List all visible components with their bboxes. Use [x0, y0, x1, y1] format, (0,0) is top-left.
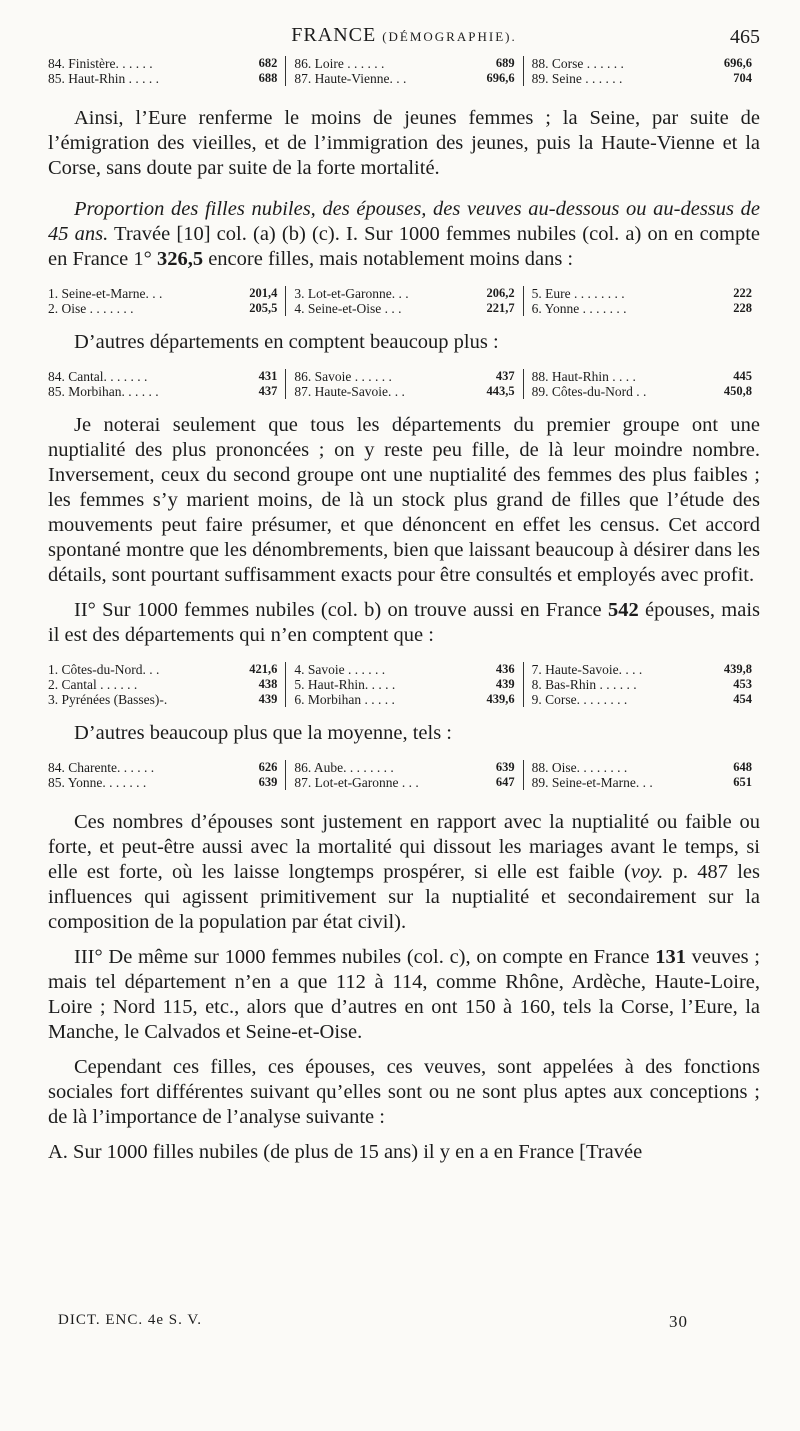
paragraph-6: D’autres beaucoup plus que la moyenne, tels : [74, 722, 452, 744]
table-row [294, 56, 514, 71]
department-value: 436 [495, 662, 515, 676]
department-value: 450,8 [723, 384, 752, 398]
department-value: 438 [258, 677, 278, 691]
department-value: 454 [733, 692, 752, 706]
department-value: 439 [495, 677, 515, 691]
table-row [48, 677, 277, 692]
department-value: 439,6 [486, 692, 515, 706]
department-label: 1. Côtes-du-Nord. . . [48, 662, 160, 677]
paragraph-2: Proportion des filles nubiles, des épouses, des veuves au-dessous ou au-dessus de 45 ans. Travée [10] col. (a) (b) (c). I. Sur 1000 femmes nubiles (col. a) on en compte en France 1° 326,5 encore filles, mais notablement moins dans : [48, 198, 761, 270]
table-row [48, 775, 277, 790]
table-row [294, 369, 514, 384]
table-row [48, 369, 277, 384]
table-column [48, 662, 285, 707]
table-column [523, 56, 760, 86]
department-value: 443,5 [486, 384, 515, 398]
table-row [48, 286, 277, 301]
table-column [285, 662, 522, 707]
table-row [294, 677, 514, 692]
paragraph-3: D’autres départements en comptent beaucoup plus : [74, 331, 499, 353]
department-label: 84. Cantal. . . . . . . [48, 369, 148, 384]
department-value: 221,7 [486, 301, 515, 315]
table-row [532, 286, 752, 301]
table-row [48, 301, 277, 316]
table-row [294, 286, 514, 301]
department-value: 421,6 [249, 662, 278, 676]
table-row [294, 692, 514, 707]
department-value: 437 [258, 384, 278, 398]
department-label: 8. Bas-Rhin . . . . . . [531, 677, 637, 692]
table-row [532, 384, 752, 399]
department-label: 88. Oise. . . . . . . . [531, 760, 628, 775]
paragraph-1: Ainsi, l’Eure renferme le moins de jeunes femmes ; la Seine, par suite de l’émigration des vieilles, et de l’immigration des jeunes, puis la Haute-Vienne et la Corse, sans doute par suite de la forte mortalité. [48, 107, 760, 179]
table-row [294, 301, 514, 316]
table-row [532, 760, 752, 775]
department-label: 5. Haut-Rhin. . . . . [294, 677, 396, 692]
department-value: 626 [258, 760, 278, 774]
table-t4 [48, 662, 760, 707]
table-t1 [48, 56, 760, 86]
department-value: 688 [258, 71, 278, 85]
table-column [285, 369, 522, 399]
table-row [294, 760, 514, 775]
paragraph-5: II° Sur 1000 femmes nubiles (col. b) on trouve aussi en France 542 épouses, mais il est des départements qui n’en comptent que : [48, 599, 761, 646]
department-label: 85. Haut-Rhin . . . . . [48, 71, 159, 86]
running-title: FRANCE (DÉMOGRAPHIE). [291, 24, 517, 46]
department-value: 431 [258, 369, 278, 383]
department-value: 648 [733, 760, 752, 774]
department-value: 696,6 [723, 56, 752, 70]
department-label: 9. Corse. . . . . . . . [531, 692, 628, 707]
department-label: 87. Haute-Vienne. . . [294, 71, 407, 86]
department-value: 445 [733, 369, 752, 383]
department-value: 201,4 [249, 286, 278, 300]
department-label: 87. Lot-et-Garonne . . . [294, 775, 419, 790]
table-column [48, 286, 285, 316]
table-row [48, 692, 277, 707]
table-row [48, 56, 277, 71]
department-value: 453 [733, 677, 752, 691]
running-header [48, 24, 760, 52]
table-row [48, 760, 277, 775]
table-row [48, 662, 277, 677]
paragraph-9: Cependant ces filles, ces épouses, ces veuves, sont appelées à des fonctions sociales fort différentes suivant qu’elles sont ou ne sont plus aptes aux conceptions ; de là l’importance de l’analyse suivante : [48, 1056, 760, 1128]
table-row [532, 56, 752, 71]
department-label: 4. Savoie . . . . . . [294, 662, 386, 677]
paragraph-8: III° De même sur 1000 femmes nubiles (col. c), on compte en France 131 veuves ; mais tel département n’en a que 112 à 114, comme Rhône, Ardèche, Haute-Loire, Loire ; Nord 115, etc., alors que d’autres en ont 150 à 160, tels la Corse, l’Eure, la Manche, le Calvados et Seine-et-Oise. [48, 946, 760, 1043]
table-row [294, 662, 514, 677]
table-row [48, 71, 277, 86]
page-number: 465 [730, 26, 760, 48]
paragraph-10: A. Sur 1000 filles nubiles (de plus de 15 ans) il y en a en France [Travée [48, 1141, 643, 1163]
department-value: 689 [495, 56, 515, 70]
table-row [532, 692, 752, 707]
table-column [48, 56, 285, 86]
department-value: 439,8 [723, 662, 752, 676]
table-t3 [48, 369, 760, 399]
paragraph-7: Ces nombres d’épouses sont justement en rapport avec la nuptialité ou faible ou forte, et peut-être aussi avec la mortalité qui dissout les mariages avant le temps, si elle est forte, où les laisse longtemps prospérer, si elle est faible (voy. p. 487 les influences qui agissent primitivement sur la nuptialité et secondairement sur la composition de la population par état civil). [48, 811, 760, 933]
department-label: 86. Aube. . . . . . . . [294, 760, 394, 775]
department-label: 4. Seine-et-Oise . . . [294, 301, 402, 316]
department-value: 228 [733, 301, 752, 315]
department-label: 87. Haute-Savoie. . . [294, 384, 405, 399]
department-value: 222 [733, 286, 752, 300]
paragraph-4: Je noterai seulement que tous les départements du premier groupe ont une nuptialité des plus prononcées ; on y reste peu fille, de là leur moindre nombre. Inversement, ceux du second groupe ont une nuptialité des femmes des plus faibles ; les femmes s’y marient moins, de là un stock plus grand de filles que l’étude des mouvements peut faire présumer, et que dénoncent en effet les census. Cet accord spontané montre que les dénombrements, bien que laissant beaucoup à désirer dans les détails, sont pourtant suffisamment exacts pour être consultés et employés avec profit. [48, 414, 760, 586]
table-column [48, 760, 285, 790]
department-value: 651 [733, 775, 752, 789]
department-label: 2. Cantal . . . . . . [48, 677, 138, 692]
table-row [48, 384, 277, 399]
department-value: 439 [258, 692, 278, 706]
table-row [532, 677, 752, 692]
department-value: 639 [258, 775, 278, 789]
table-column [523, 369, 760, 399]
department-value: 437 [495, 369, 515, 383]
department-label: 6. Yonne . . . . . . . [531, 301, 627, 316]
department-label: 3. Lot-et-Garonne. . . [294, 286, 409, 301]
table-row [294, 71, 514, 86]
table-column [285, 286, 522, 316]
department-value: 205,5 [249, 301, 278, 315]
department-value: 696,6 [486, 71, 515, 85]
table-column [523, 286, 760, 316]
table-column [523, 760, 760, 790]
table-row [294, 775, 514, 790]
department-label: 89. Côtes-du-Nord . . [531, 384, 647, 399]
table-row [532, 369, 752, 384]
department-value: 704 [733, 71, 752, 85]
table-t2 [48, 286, 760, 316]
page [48, 24, 760, 1165]
department-label: 89. Seine-et-Marne. . . [531, 775, 653, 790]
department-value: 682 [258, 56, 278, 70]
department-value: 206,2 [486, 286, 515, 300]
department-label: 88. Haut-Rhin . . . . [531, 369, 636, 384]
department-label: 89. Seine . . . . . . [531, 71, 623, 86]
signature-number: 30 [669, 1312, 688, 1331]
department-label: 5. Eure . . . . . . . . [531, 286, 625, 301]
signature-mark: DICT. ENC. 4e S. V. [58, 1312, 203, 1328]
department-label: 6. Morbihan . . . . . [294, 692, 395, 707]
department-label: 2. Oise . . . . . . . [48, 301, 134, 316]
department-label: 7. Haute-Savoie. . . . [531, 662, 643, 677]
department-label: 1. Seine-et-Marne. . . [48, 286, 163, 301]
table-column [285, 760, 522, 790]
table-row [532, 775, 752, 790]
department-label: 88. Corse . . . . . . [531, 56, 624, 71]
department-value: 647 [495, 775, 515, 789]
department-label: 84. Charente. . . . . . [48, 760, 155, 775]
department-label: 86. Savoie . . . . . . [294, 369, 392, 384]
department-label: 85. Morbihan. . . . . . [48, 384, 159, 399]
department-label: 3. Pyrénées (Basses)-. [48, 692, 168, 707]
table-column [48, 369, 285, 399]
table-t5 [48, 760, 760, 790]
department-label: 84. Finistère. . . . . . [48, 56, 153, 71]
table-row [532, 71, 752, 86]
table-row [294, 384, 514, 399]
table-row [532, 301, 752, 316]
department-value: 639 [495, 760, 515, 774]
department-label: 86. Loire . . . . . . [294, 56, 385, 71]
table-column [285, 56, 522, 86]
table-row [532, 662, 752, 677]
department-label: 85. Yonne. . . . . . . [48, 775, 147, 790]
table-column [523, 662, 760, 707]
